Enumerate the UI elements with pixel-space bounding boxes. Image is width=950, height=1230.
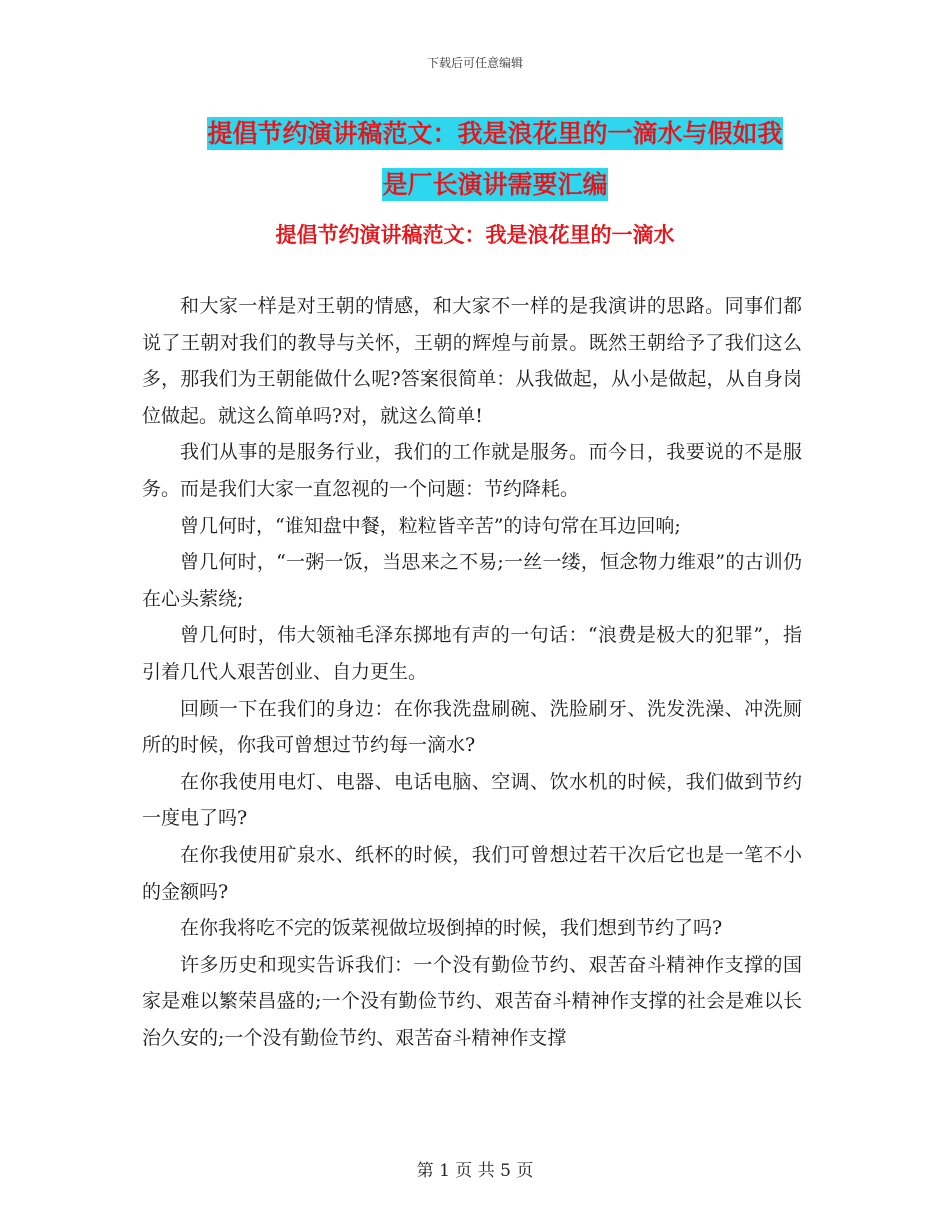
paragraph: 在你我使用矿泉水、纸杯的时候，我们可曾想过若干次后它也是一笔不小的金额吗? <box>142 843 802 903</box>
document-title-line-1: 提倡节约演讲稿范文：我是浪花里的一滴水与假如我 <box>207 119 783 148</box>
paragraph: 在你我使用电灯、电器、电话电脑、空调、饮水机的时候，我们做到节约一度电了吗? <box>142 770 802 830</box>
paragraph: 曾几何时，“一粥一饭，当思来之不易;一丝一缕，恒念物力维艰”的古训仍在心头萦绕; <box>142 551 802 610</box>
paragraph: 回顾一下在我们的身边：在你我洗盘刷碗、洗脸刷牙、洗发洗澡、冲洗厕所的时候，你我可曾想过节约每一滴水? <box>142 697 802 757</box>
paragraph: 我们从事的是服务行业，我们的工作就是服务。而今日，我要说的不是服务。而是我们大家一直忽视的一个问题：节约降耗。 <box>142 441 802 500</box>
document-title <box>170 108 820 210</box>
document-title-line-2: 是厂长演讲需要汇编 <box>382 170 608 199</box>
document-body <box>142 288 802 1056</box>
page-number: 第 1 页 共 5 页 <box>416 1161 534 1181</box>
header-note: 下载后可任意编辑 <box>426 56 523 70</box>
paragraph: 许多历史和现实告诉我们：一个没有勤俭节约、艰苦奋斗精神作支撑的国家是难以繁荣昌盛的;一个没有勤俭节约、艰苦奋斗精神作支撑的社会是难以长治久安的;一个没有勤俭节约、艰苦奋斗精神作支撑 <box>142 953 802 1049</box>
section-title: 提倡节约演讲稿范文：我是浪花里的一滴水 <box>275 223 675 247</box>
paragraph: 曾几何时，伟大领袖毛泽东掷地有声的一句话：“浪费是极大的犯罪”，指引着几代人艰苦创业、自力更生。 <box>142 624 802 683</box>
paragraph: 和大家一样是对王朝的情感，和大家不一样的是我演讲的思路。同事们都说了王朝对我们的教导与关怀，王朝的辉煌与前景。既然王朝给予了我们这么多，那我们为王朝能做什么呢?答案很简单：从我做起，从小是做起，从自身岗位做起。就这么简单吗?对，就这么简单! <box>142 295 802 427</box>
paragraph: 在你我将吃不完的饭菜视做垃圾倒掉的时候，我们想到节约了吗? <box>180 917 723 940</box>
paragraph: 曾几何时，“谁知盘中餐，粒粒皆辛苦”的诗句常在耳边回响; <box>180 514 681 537</box>
